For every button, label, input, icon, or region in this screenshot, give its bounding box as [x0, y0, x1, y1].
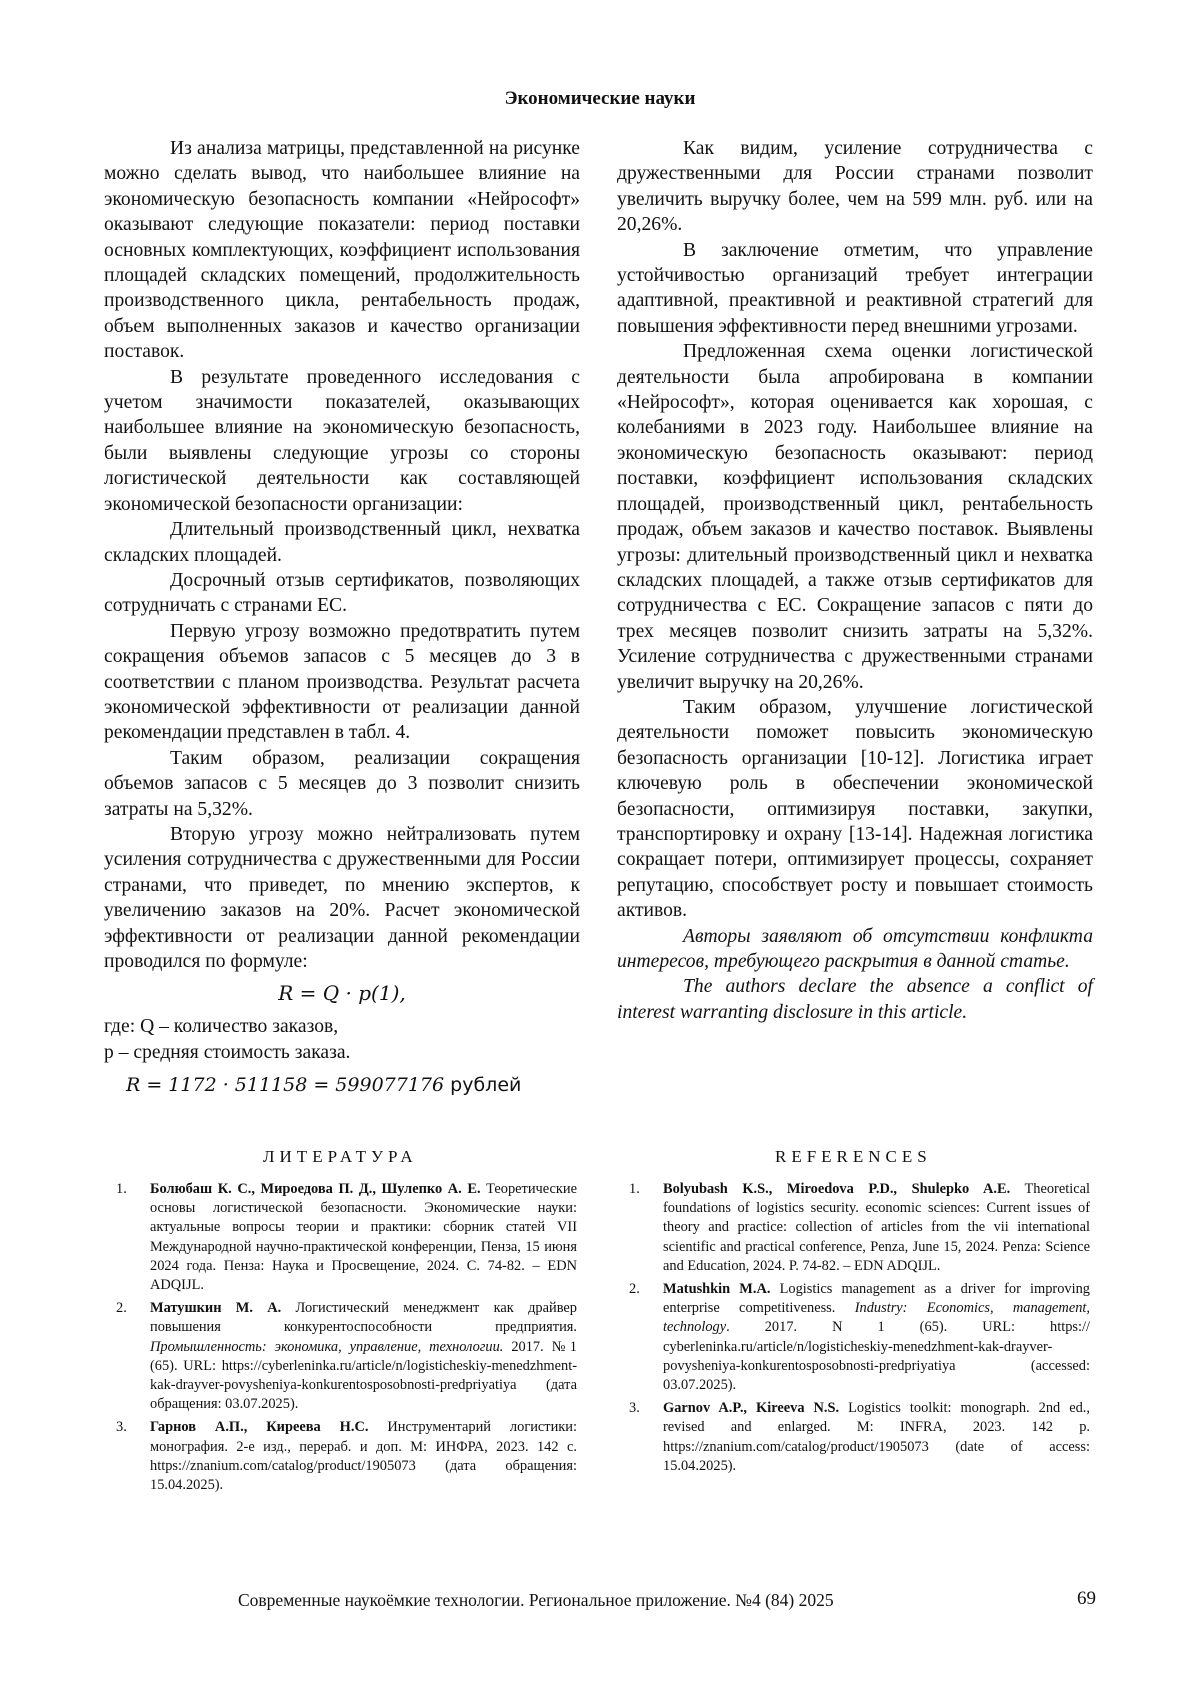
reference-item	[617, 1280, 1090, 1395]
formula-1: R = Q · p(1),	[278, 981, 406, 1006]
paragraph: Таким образом, реализации сокращения объемов запасов с 5 месяцев до 3 позволит снизить затраты на 5,32%.	[104, 747, 580, 820]
reference-item-number: 1.	[629, 1181, 640, 1197]
literature-heading: ЛИТЕРАТУРА	[263, 1147, 418, 1166]
formula-legend-q: где: Q – количество заказов,	[104, 1016, 339, 1038]
reference-item-authors: Garnov A.P., Kireeva N.S.	[663, 1400, 840, 1417]
paragraph: Как видим, усиление сотрудничества с дружественными для России странами позволит увеличить выручку более, чем на 599 млн. руб. или на 20,26%.	[617, 138, 1093, 236]
literature-item-number: 3.	[116, 1419, 127, 1436]
literature-item	[104, 1418, 577, 1495]
literature-item-body	[150, 1180, 577, 1295]
literature-item-text: 2017. №1 (65). URL: https://cyberleninka.ru/article/n/logisticheskiy-menedzhment-kak-drayver-povysheniya-konkurentosposobnosti-predpriyatiya (дата обращения: 03.07.2025).	[150, 1338, 577, 1413]
reference-item-number: 2.	[629, 1281, 640, 1298]
references-list	[617, 1180, 1090, 1480]
paragraph: Таким образом, улучшение логистической деятельности поможет повысить экономическую безопасность организации [10-12]. Логистика играет ключевую роль в обеспечении экономической безопасности, оптимизируя поставки, закупки, транспортировку и охрану [13-14]. Надежная логистика сокращает потери, оптимизирует процессы, сохраняет репутацию, способствует росту и повышает стоимость активов.	[617, 696, 1093, 922]
page-number: 69	[1077, 1588, 1096, 1609]
literature-item-body	[150, 1299, 577, 1414]
conflict-statement-ru: Авторы заявляют об отсутствии конфликта интересов, требующего раскрытия в данной статье.	[617, 925, 1093, 972]
literature-list	[104, 1180, 577, 1499]
paragraph: Вторую угрозу можно нейтрализовать путем усиления сотрудничества с дружественными для России странами, что приведет, по мнению экспертов, к увеличению заказов на 20%. Расчет экономической эффективности от реализации данной рекомендации проводился по формуле:	[104, 823, 580, 972]
literature-item	[104, 1299, 577, 1414]
reference-item-text: Theoretical foundations of logistics security. economic sciences: Current issues of theory and practice: collection of articles from the vii international scientific and practical conference, Penza, June 15, 2024. Penza: Science and Education, 2024. P. 74-82. – EDN ADQIJL.	[663, 1181, 1091, 1274]
reference-item-text: . 2017. N 1 (65). URL: https:// cyberleninka.ru/article/n/logisticheskiy-menedzhment-kak-drayver-povysheniya-konkurentosposobnosti-predpriyatiya (accessed: 03.07.2025).	[663, 1319, 1090, 1394]
literature-item-journal: Промышленность: экономика, управление, технологии.	[150, 1338, 504, 1355]
literature-item-body	[150, 1418, 577, 1495]
reference-item-body	[663, 1399, 1090, 1476]
reference-item-journal: Industry: Economics, management, technology	[663, 1300, 1091, 1336]
reference-item-body	[663, 1280, 1090, 1395]
conflict-statement-en: The authors declare the absence a conflict of interest warranting disclosure in this article.	[617, 976, 1093, 1023]
literature-item-authors: Гарнов А.П., Киреева Н.С.	[150, 1419, 369, 1436]
paragraph: Из анализа матрицы, представленной на рисунке можно сделать вывод, что наибольшее влияние на экономическую безопасность компании «Нейрософт» оказывают следующие показатели: период поставки основных комплектующих, коэффициент использования площадей складских помещений, продолжительность производственного цикла, рентабельность продаж, объем выполненных заказов и качество организации поставок.	[104, 138, 580, 363]
references-heading: REFERENCES	[775, 1147, 932, 1166]
paragraph: Длительный производственный цикл, нехватка складских площадей.	[104, 519, 580, 566]
reference-item-text: Logistics toolkit: monograph. 2nd ed., revised and enlarged. M: INFRA, 2023. 142 p. https://znanium.com/catalog/product/1905073 (date of access: 15.04.2025).	[663, 1400, 1090, 1474]
formula-2-expression: R = 1172 · 511158 = 599077176	[126, 1074, 445, 1097]
paragraph: В заключение отметим, что управление устойчивостью организаций требует интеграции адаптивной, преактивной и реактивной стратегий для повышения эффективности перед внешними угрозами.	[617, 239, 1093, 337]
literature-item-text: Логистический менеджмент как драйвер повышения конкурентоспособности предприятия.	[150, 1300, 577, 1336]
literature-item-text: Инструментарий логистики: монография. 2-е изд., перераб. и доп. М: ИНФРА, 2023. 142 с. https://znanium.com/catalog/product/1905073 (дата обращения: 15.04.2025).	[150, 1419, 577, 1494]
right-column	[617, 136, 1093, 1025]
reference-item	[617, 1399, 1090, 1476]
paragraph: Досрочный отзыв сертификатов, позволяющих сотрудничать с странами ЕС.	[104, 569, 580, 617]
literature-item-authors: Болюбаш К. С., Мироедова П. Д., Шулепко А. Е.	[150, 1181, 481, 1197]
left-column	[104, 136, 580, 1099]
literature-item-number: 1.	[116, 1181, 127, 1197]
paragraph: В результате проведенного исследования с учетом значимости показателей, оказывающих наибольшее влияние на экономическую безопасность, были выявлены следующие угрозы со стороны логистической деятельности как составляющей экономической безопасности организации:	[104, 366, 580, 515]
literature-item-text: Теоретические основы логистической безопасности. Экономические науки: актуальные вопросы теории и практики: сборник статей VII Международной научно-практической конференции, Пенза, 15 июня 2024 года. Пенза: Наука и Просвещение, 2024. С. 74-82. – EDN ADQIJL.	[150, 1181, 577, 1294]
literature-item-authors: Матушкин М. А.	[150, 1300, 282, 1317]
paragraph: Предложенная схема оценки логистической деятельности была апробирована в компании «Нейрософт», которая оценивается как хорошая, с колебаниями в 2023 году. Наибольшее влияние на экономическую безопасность оказывают: период поставки, коэффициент использования складских площадей, производственный цикл, рентабельность продаж, объем заказов и качество поставок. Выявлены угрозы: длительный производственный цикл и нехватка складских площадей, а также отзыв сертификатов для сотрудничества с ЕС. Сокращение запасов с пяти до трех месяцев позволит снизить затраты на 5,32%. Усиление сотрудничества с дружественными странами увеличит выручку на 20,26%.	[617, 341, 1093, 693]
formula-2-unit: рублей	[450, 1074, 522, 1097]
reference-item-authors: Bolyubash K.S., Miroedova P.D., Shulepko A.E.	[663, 1181, 1011, 1197]
literature-item	[104, 1180, 577, 1295]
formula-legend-p: p – средняя стоимость заказа.	[104, 1041, 351, 1063]
journal-footer: Современные наукоёмкие технологии. Региональное приложение. №4 (84) 2025	[238, 1590, 834, 1610]
reference-item-text: Logistics management as a driver for improving enterprise competitiveness.	[663, 1281, 1090, 1317]
reference-item-number: 3.	[629, 1400, 640, 1417]
paragraph: Первую угрозу возможно предотвратить путем сокращения объемов запасов с 5 месяцев до 3 в соответствии с планом производства. Результат расчета экономической эффективности от реализации данной рекомендации представлен в табл. 4.	[104, 620, 580, 744]
reference-item-body	[663, 1180, 1090, 1276]
reference-item	[617, 1180, 1090, 1276]
section-title: Экономические науки	[504, 88, 696, 109]
reference-item-authors: Matushkin M.A.	[663, 1281, 771, 1298]
formula-2	[104, 1071, 580, 1099]
literature-item-number: 2.	[116, 1300, 127, 1317]
